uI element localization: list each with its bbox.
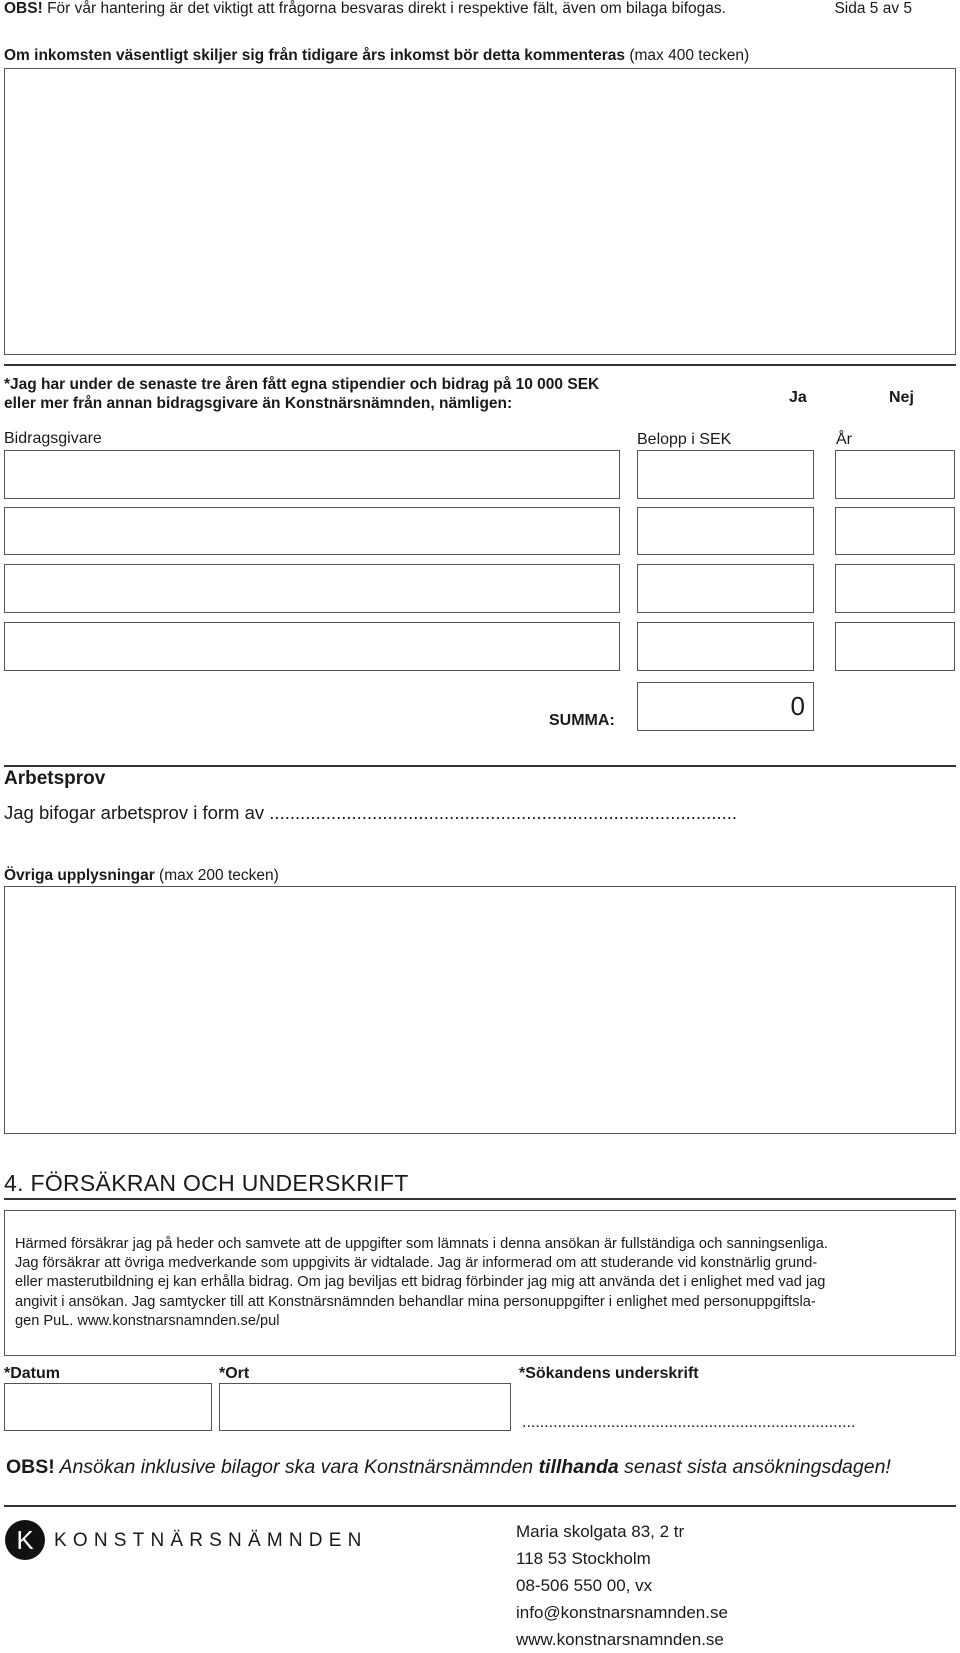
column-header-year: År [836,431,852,448]
grant-amount-field[interactable] [637,564,814,613]
deadline-notice: OBS! Ansökan inklusive bilagor ska vara Konstnärsnämnden tillhanda senast sista ansökningsdagen! [6,1456,891,1478]
sum-field [637,682,814,731]
section-divider [4,1198,956,1200]
logo-letter: K [16,1525,34,1555]
column-header-giver: Bidragsgivare [4,430,102,447]
work-samples-text[interactable]: Jag bifogar arbetsprov i form av ........................................................................................... [4,802,738,823]
section-divider [4,765,956,767]
sum-value: 0 [790,691,805,721]
grant-amount-field[interactable] [637,507,814,555]
grants-yes-option[interactable]: Ja [789,389,807,406]
grant-year-field[interactable] [835,564,955,613]
declaration-heading: 4. FÖRSÄKRAN OCH UNDERSKRIFT [4,1170,409,1196]
footer-divider [4,1505,956,1507]
logo-wordmark: KONSTNÄRSNÄMNDEN [54,1530,368,1551]
contact-address [516,1518,728,1653]
grants-no-option[interactable]: Nej [889,389,914,406]
column-header-amount: Belopp i SEK [637,431,732,448]
date-field[interactable] [4,1383,212,1431]
place-field[interactable] [219,1383,511,1431]
email-link[interactable]: info@konstnarsnamnden.se [516,1603,728,1622]
other-info-field[interactable] [4,886,956,1134]
work-samples-heading: Arbetsprov [4,768,106,789]
postal-address: 118 53 Stockholm [516,1549,651,1568]
income-comment-label: Om inkomsten väsentligt skiljer sig från tidigare års inkomst bör detta kommenteras (max 400 tecken) [4,47,750,64]
section-divider [4,364,956,366]
website-link[interactable]: www.konstnarsnamnden.se [516,1630,724,1649]
income-comment-field[interactable] [4,68,956,355]
sum-label: SUMMA: [549,712,615,729]
signature-label: *Sökandens underskrift [519,1365,699,1382]
declaration-box: Härmed försäkrar jag på heder och samvete att de uppgifter som lämnats i denna ansökan är fullständiga och sanningsenliga. Jag försäkrar att övriga medverkande som uppgivits är vidtalade. Jag är informerad om att studerande vid konstnärlig grund- eller masterutbildning ej kan erhålla bidrag. Om jag beviljas ett bidrag förbinder jag mig att använda det i enlighet med vad jag angivit i ansökan. Jag samtycker till att Konstnärsnämnden behandlar mina personuppgifter i enlighet med personuppgiftsla- gen PuL. www.konstnarsnamnden.se/pul [4,1210,956,1356]
phone-number: 08-506 550 00, vx [516,1576,653,1595]
signature-line[interactable]: ........................................................................... [522,1414,856,1431]
grant-amount-field[interactable] [637,622,814,671]
grant-year-field[interactable] [835,507,955,555]
grant-year-field[interactable] [835,450,955,499]
grants-question: *Jag har under de senaste tre åren fått egna stipendier och bidrag på 10 000 SEK eller mer från annan bidragsgivare än Konstnärsnämnden, nämligen: [4,376,600,412]
grant-giver-field[interactable] [4,564,620,613]
street-address: Maria skolgata 83, 2 tr [516,1522,685,1541]
other-info-label: Övriga upplysningar (max 200 tecken) [4,867,279,884]
header-notice [4,0,726,18]
grant-amount-field[interactable] [637,450,814,499]
place-label: *Ort [219,1365,250,1382]
grant-giver-field[interactable] [4,450,620,499]
page-number: Sida 5 av 5 [834,0,912,17]
obs-text: För vår hantering är det viktigt att frågorna besvaras direkt i respektive fält, även om bilaga bifogas. [47,0,726,17]
grant-year-field[interactable] [835,622,955,671]
obs-label: OBS! [4,0,43,17]
grant-giver-field[interactable] [4,622,620,671]
grant-giver-field[interactable] [4,507,620,555]
date-label: *Datum [4,1365,61,1382]
